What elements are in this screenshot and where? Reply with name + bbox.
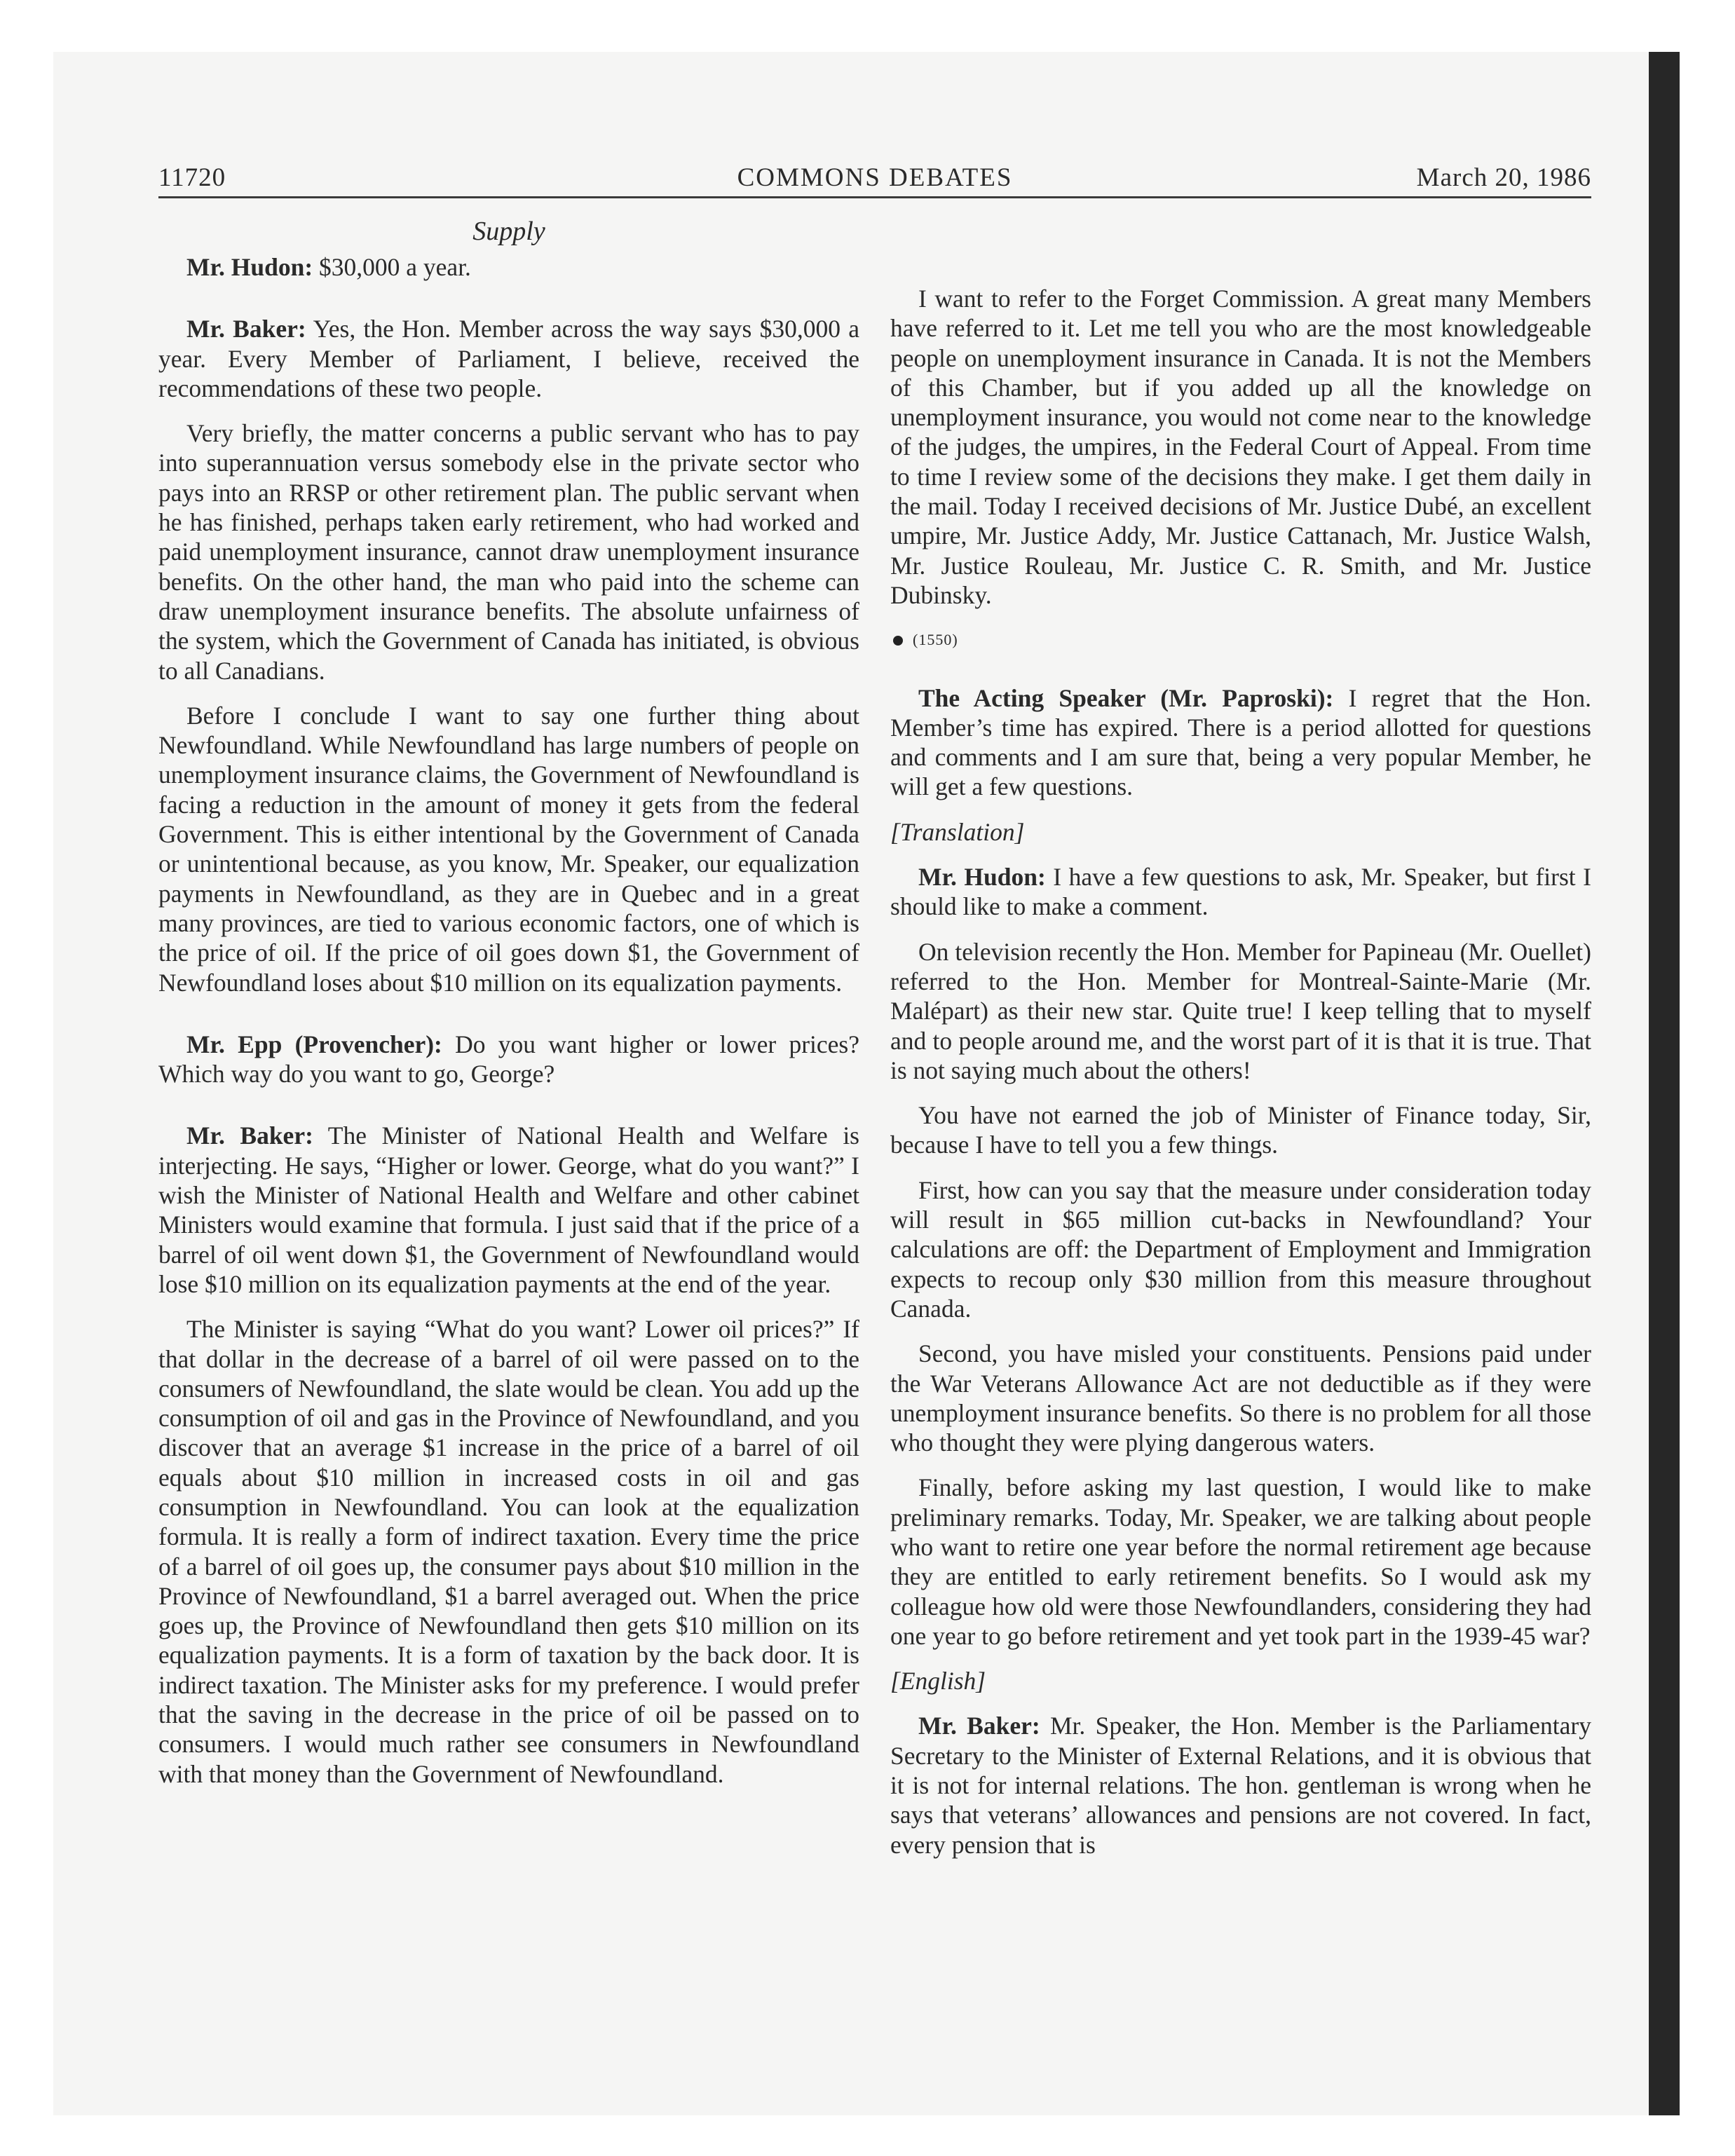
page-number: 11720 xyxy=(158,163,226,192)
paragraph: Very briefly, the matter concerns a public servant who has to pay into superannuation versus somebody else in the private sector who pays into an RRSP or other retirement plan. The public servant when he has finished, perhaps taken early retirement, who had worked and paid unemployment insurance, cannot draw unemployment insurance benefits. On the other hand, the man who paid into the scheme can draw unemployment insurance benefits. The absolute unfairness of the system, which the Government of Canada has initiated, is obvious to all Canadians. xyxy=(158,419,859,685)
speaker-name: Mr. Baker: xyxy=(186,315,306,343)
publication-title: COMMONS DEBATES xyxy=(737,163,1013,192)
bullet-icon xyxy=(893,636,903,646)
binding-shadow xyxy=(1649,52,1680,2115)
paragraph: The Minister is saying “What do you want? Lower oil prices?” If that dollar in the decrease of a barrel of oil were passed on to the consumers of Newfoundland, the slate would be clean. You add up the consumption of oil and gas in the Province of Newfoundland, and you discover that an average $1 increase in the price of a barrel of oil equals about $10 million in increased costs in oil and gas consumption in Newfoundland. You can look at the equalization formula. It is really a form of indirect taxation. Every time the price of a barrel of oil goes up, the consumer pays about $10 million in the Province of Newfoundland, $1 a barrel averaged out. When the price goes up, the Province of Newfoundland then gets $10 million on its equalization payments. It is a form of taxation by the back door. It is indirect taxation. The Minister asks for my preference. I would prefer that the saving in the decrease in the price of oil be passed on to consumers. I would much rather see consumers in Newfoundland with that money than the Government of Newfoundland. xyxy=(158,1315,859,1788)
paragraph: The Acting Speaker (Mr. Paproski): I regret that the Hon. Member’s time has expired. There is a period allotted for questions and comments and I am sure that, being a very popular Member, he will get a few questions. xyxy=(890,683,1591,801)
paragraph: Finally, before asking my last question, I would like to make preliminary remarks. Today, Mr. Speaker, we are talking about people who want to retire one year before the normal retirement age because they are entitled to early retirement benefits. So I would ask my colleague how old were those Newfoundlanders, considering they had one year to go before retirement and yet took part in the 1939-45 war? xyxy=(890,1473,1591,1650)
speaker-name: Mr. Epp (Provencher): xyxy=(186,1030,442,1058)
speaker-name: Mr. Hudon: xyxy=(918,863,1046,892)
timestamp: (1550) xyxy=(890,625,1591,655)
speaker-name: Mr. Hudon: xyxy=(186,253,313,281)
right-column xyxy=(890,284,1591,1875)
paragraph: Mr. Hudon: I have a few questions to ask, Mr. Speaker, but first I should like to make a comment. xyxy=(890,863,1591,921)
paragraph: Before I conclude I want to say one further thing about Newfoundland. While Newfoundland has large numbers of people on unemployment insurance claims, the Government of Newfoundland is facing a reduction in the amount of money it gets from the federal Government. This is either intentional by the Government of Canada or unintentional because, as you know, Mr. Speaker, our equalization payments in Newfoundland, as they are in Quebec and in a great many provinces, are tied to various economic factors, one of which is the price of oil. If the price of oil goes down $1, the Government of Newfoundland loses about $10 million on its equalization payments. xyxy=(158,701,859,997)
paragraph: Mr. Baker: Yes, the Hon. Member across the way says $30,000 a year. Every Member of Parliament, I believe, received the recommendations of these two people. xyxy=(158,315,859,402)
speaker-name: Mr. Baker: xyxy=(918,1712,1040,1740)
paragraph: I want to refer to the Forget Commission. A great many Members have referred to it. Let me tell you who are the most knowledgeable people on unemployment insurance in Canada. It is not the Members of this Chamber, but if you added up all the knowledge on unemployment insurance, you would not come near to the knowledge of the judges, the umpires, in the Federal Court of Appeal. From time to time I review some of the decisions they make. I get them daily in the mail. Today I received decisions of Mr. Justice Dubé, an excellent umpire, Mr. Justice Addy, Mr. Justice Cattanach, Mr. Justice Walsh, Mr. Justice Rouleau, Mr. Justice C. R. Smith, and Mr. Justice Dubinsky. xyxy=(890,285,1591,609)
running-head xyxy=(158,160,1591,198)
paragraph: You have not earned the job of Minister of Finance today, Sir, because I have to tell you a few things. xyxy=(890,1101,1591,1159)
paragraph: Mr. Epp (Provencher): Do you want higher or lower prices? Which way do you want to go, George? xyxy=(158,1030,859,1089)
left-column xyxy=(158,252,859,1804)
paragraph: On television recently the Hon. Member for Papineau (Mr. Ouellet) referred to the Hon. Member for Montreal-Sainte-Marie (Mr. Malépart) as their new star. Quite true! I keep telling that to myself and to people around me, and the worst part of it is that it is true. That is not saying much about the others! xyxy=(890,937,1591,1084)
speaker-name: The Acting Speaker (Mr. Paproski): xyxy=(918,683,1334,712)
paragraph: Second, you have misled your constituents. Pensions paid under the War Veterans Allowance Act are not deductible as if they were unemployment insurance benefits. So there is no problem for all those who thought they were plying dangerous waters. xyxy=(890,1339,1591,1457)
section-title: Supply xyxy=(472,217,545,246)
paragraph: First, how can you say that the measure under consideration today will result in $65 million cut-backs in Newfoundland? Your calculations are off: the Department of Employment and Immigration expects to recoup only $30 million from this measure throughout Canada. xyxy=(890,1175,1591,1323)
paragraph: Mr. Hudon: $30,000 a year. xyxy=(186,253,471,281)
paragraph: Mr. Baker: Mr. Speaker, the Hon. Member is the Parliamentary Secretary to the Minister of External Relations, and it is obvious that it is not for internal relations. The hon. gentleman is wrong when he says that veterans’ allowances and pensions are not covered. In fact, every pension that is xyxy=(890,1712,1591,1859)
paragraph: Mr. Baker: The Minister of National Health and Welfare is interjecting. He says, “Higher or lower. George, what do you want?” I wish the Minister of National Health and Welfare and other cabinet Ministers would examine that formula. I just said that if the price of a barrel of oil went down $1, the Government of Newfoundland would lose $10 million on its equalization payments at the end of the year. xyxy=(158,1121,859,1298)
language-tag: [English] xyxy=(890,1667,986,1696)
publication-date: March 20, 1986 xyxy=(1416,163,1591,192)
speaker-name: Mr. Baker: xyxy=(186,1121,313,1150)
language-tag: [Translation] xyxy=(890,817,1025,846)
